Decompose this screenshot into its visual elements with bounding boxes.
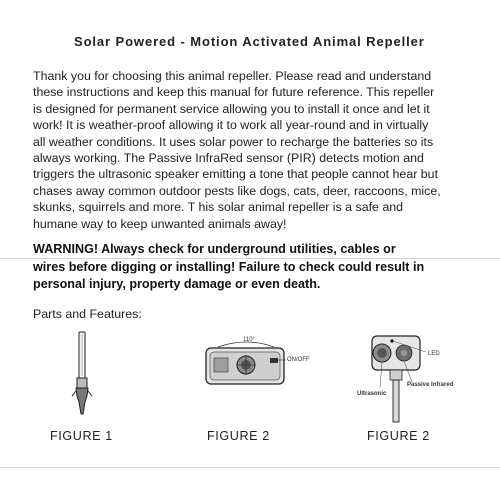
intro-line: always working. The Passive InfraRed sensor (PIR) detects motion and xyxy=(33,151,424,166)
intro-line: these instructions and keep this manual for future reference. This repeller xyxy=(33,85,435,100)
intro-line: all weather conditions. It uses solar power to recharge the batteries so its xyxy=(33,134,434,149)
figure-2-angle-label: 110° xyxy=(243,337,255,343)
page-title: Solar Powered - Motion Activated Animal Repeller xyxy=(74,34,425,49)
figure-2-unit-illustration xyxy=(200,335,300,395)
intro-line: triggers the ultrasonic speaker emitting a tone that people cannot hear but xyxy=(33,167,439,182)
warning-paragraph xyxy=(33,241,498,294)
figure-caption: FIGURE 1 xyxy=(50,429,113,443)
intro-line: work! It is weather-proof allowing it to work all year-round and in virtually xyxy=(33,118,429,133)
intro-line: chases away common outdoor pests like dogs, cats, deer, raccoons, mice, xyxy=(33,183,441,198)
figure-caption: FIGURE 2 xyxy=(207,429,270,443)
led-label: LED xyxy=(428,351,440,357)
parts-heading: Parts and Features: xyxy=(33,307,142,321)
warning-line: WARNING! Always check for underground utilities, cables or xyxy=(33,242,396,256)
warning-line: wires before digging or installing! Failure to check could result in xyxy=(33,259,425,274)
ultrasonic-label: Ultrasonic xyxy=(357,391,387,397)
intro-line: skunks, squirrels and more. T his solar animal repeller is a safe and xyxy=(33,200,404,215)
figure-1-stake-illustration xyxy=(64,330,100,416)
passive-infrared-label: Passive Infrared xyxy=(407,382,454,388)
intro-paragraph xyxy=(33,68,498,232)
intro-line: is designed for permanent service allowing you to install it once and let it xyxy=(33,101,430,116)
figure-2-unit-on-pole-illustration xyxy=(366,332,446,424)
figure-caption: FIGURE 2 xyxy=(367,429,430,443)
intro-line: humane way to keep unwanted animals away! xyxy=(33,216,287,231)
warning-line: personal injury, property damage or even death. xyxy=(33,277,321,291)
intro-line: Thank you for choosing this animal repeller. Please read and understand xyxy=(33,69,432,83)
figure-2-switch-label: ON/OFF xyxy=(287,357,310,363)
scan-line xyxy=(0,467,500,468)
